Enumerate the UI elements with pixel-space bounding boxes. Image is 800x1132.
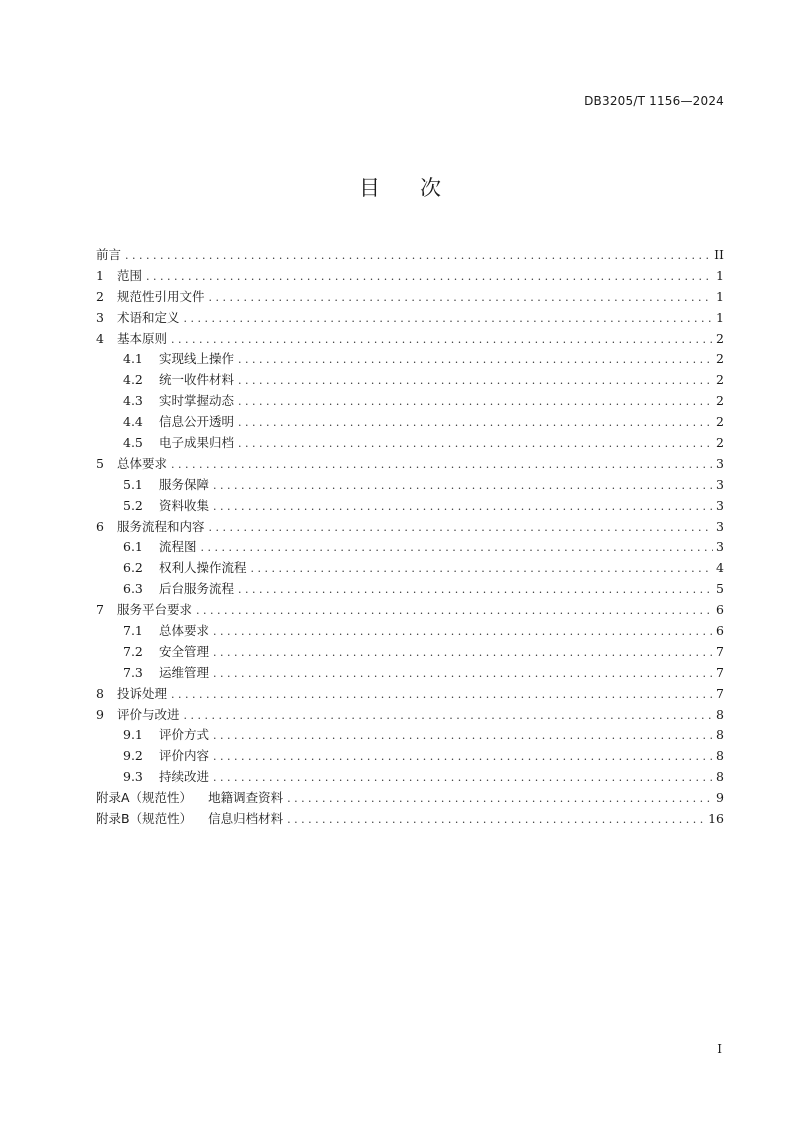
toc-entry-number: 7.3 — [123, 664, 143, 680]
toc-entry-number: 6.1 — [123, 539, 143, 555]
toc-entry-dot-leader — [209, 291, 714, 304]
toc-entry-dot-leader — [251, 562, 714, 575]
toc-entry[interactable] — [96, 391, 724, 412]
toc-entry[interactable] — [96, 433, 724, 454]
toc-entry-label: 信息归档材料 — [208, 811, 284, 827]
toc-entry[interactable] — [96, 537, 724, 558]
toc-entry-page: 7 — [716, 664, 724, 680]
toc-entry-label: 实时掌握动态 — [159, 393, 235, 409]
toc-entry[interactable] — [96, 725, 724, 746]
toc-entry-page: 3 — [716, 497, 724, 513]
toc-entry-label: 服务平台要求 — [117, 602, 193, 618]
toc-entry-number: 1 — [96, 267, 104, 283]
toc-entry-label: 前言 — [96, 247, 122, 262]
toc-entry-dot-leader — [238, 395, 713, 408]
toc-entry-number: 6 — [96, 518, 104, 534]
toc-entry-number: 9.2 — [123, 748, 143, 764]
toc-entry-number: 3 — [96, 309, 104, 325]
toc-entry[interactable] — [96, 621, 724, 642]
toc-entry-number: 9.3 — [123, 769, 143, 785]
toc-entry-number: 9.1 — [123, 727, 143, 743]
toc-entry[interactable] — [96, 349, 724, 370]
toc-entry-label: 规范性引用文件 — [117, 288, 205, 304]
toc-entry-page: 5 — [716, 581, 724, 597]
toc-entry[interactable] — [96, 329, 724, 350]
toc-entry-label: 术语和定义 — [117, 309, 180, 325]
toc-entry-dot-leader — [238, 374, 713, 387]
toc-entry-label: 评价方式 — [159, 727, 210, 743]
toc-entry-appendix-prefix: 附录A（规范性） — [96, 790, 193, 806]
toc-entry[interactable] — [96, 558, 724, 579]
toc-entry-number: 7.1 — [123, 623, 143, 639]
toc-entry-label: 信息公开透明 — [159, 414, 235, 430]
toc-entry-dot-leader — [209, 521, 714, 534]
toc-entry-page: 1 — [716, 267, 724, 283]
toc-entry-dot-leader — [171, 458, 713, 471]
toc-entry[interactable] — [96, 496, 724, 517]
toc-entry-number: 4.4 — [123, 414, 143, 430]
toc-entry-dot-leader — [201, 541, 714, 554]
toc-entry-number: 4.1 — [123, 351, 143, 367]
toc-entry-page: 9 — [716, 790, 724, 806]
toc-entry[interactable] — [96, 579, 724, 600]
toc-entry-dot-leader — [287, 813, 705, 826]
toc-entry[interactable] — [96, 517, 724, 538]
toc-entry-number: 4.2 — [123, 372, 143, 388]
toc-entry-page: 6 — [716, 623, 724, 639]
toc-entry-page: 7 — [716, 643, 724, 659]
toc-entry-dot-leader — [213, 667, 713, 680]
toc-entry-label: 投诉处理 — [117, 685, 168, 701]
toc-entry-label: 范围 — [117, 267, 143, 283]
toc-entry-dot-leader — [238, 437, 713, 450]
toc-entry-number: 5 — [96, 455, 104, 471]
toc-entry-label: 权利人操作流程 — [159, 560, 247, 576]
toc-entry-number: 4.3 — [123, 393, 143, 409]
toc-entry-page: 8 — [716, 748, 724, 764]
toc-entry-label: 总体要求 — [117, 455, 168, 471]
toc-entry-number: 6.2 — [123, 560, 143, 576]
toc-entry-dot-leader — [171, 688, 713, 701]
toc-entry-page: 2 — [716, 393, 724, 409]
page-title — [0, 172, 800, 202]
toc-entry-dot-leader — [213, 500, 713, 513]
toc-entry-label: 统一收件材料 — [159, 372, 235, 388]
toc-entry[interactable] — [96, 287, 724, 308]
toc-entry-dot-leader — [213, 479, 713, 492]
document-code: DB3205/T 1156—2024 — [584, 94, 724, 108]
toc-entry-dot-leader — [287, 792, 713, 805]
toc-entry-label: 电子成果归档 — [159, 435, 235, 451]
toc-entry[interactable] — [96, 308, 724, 329]
toc-entry-label: 后台服务流程 — [159, 581, 235, 597]
title-char-1: 目 — [359, 176, 380, 200]
toc-entry-label: 评价与改进 — [117, 706, 180, 722]
toc-entry-page: 8 — [716, 769, 724, 785]
toc-entry-label: 总体要求 — [159, 623, 210, 639]
title-char-2: 次 — [420, 176, 441, 200]
toc-entry[interactable] — [96, 454, 724, 475]
toc-entry[interactable] — [96, 412, 724, 433]
toc-entry-page: 8 — [716, 706, 724, 722]
toc-entry[interactable] — [96, 663, 724, 684]
toc-entry-dot-leader — [238, 353, 713, 366]
toc-entry-dot-leader — [184, 312, 714, 325]
toc-entry[interactable] — [96, 475, 724, 496]
toc-entry-label: 服务流程和内容 — [117, 518, 205, 534]
toc-entry-label: 评价内容 — [159, 748, 210, 764]
toc-entry-dot-leader — [125, 249, 711, 262]
toc-entry-number: 5.1 — [123, 476, 143, 492]
toc-entry-number: 2 — [96, 288, 104, 304]
toc-entry-label: 持续改进 — [159, 769, 210, 785]
toc-entry-dot-leader — [146, 270, 713, 283]
toc-entry-dot-leader — [213, 625, 713, 638]
toc-entry-page: 6 — [716, 602, 724, 618]
toc-entry-number: 9 — [96, 706, 104, 722]
toc-entry-page: 3 — [716, 455, 724, 471]
toc-entry-number: 7 — [96, 602, 104, 618]
toc-entry-dot-leader — [196, 604, 713, 617]
toc-entry[interactable] — [96, 684, 724, 705]
toc-entry-page: 3 — [716, 476, 724, 492]
toc-entry-label: 服务保障 — [159, 476, 210, 492]
toc-entry-dot-leader — [213, 729, 713, 742]
toc-entry[interactable] — [96, 788, 724, 809]
toc-entry-appendix-prefix: 附录B（规范性） — [96, 811, 193, 827]
toc-entry-dot-leader — [213, 750, 713, 763]
toc-entry-dot-leader — [238, 416, 713, 429]
toc-entry-number: 6.3 — [123, 581, 143, 597]
toc-entry-dot-leader — [184, 709, 714, 722]
toc-entry-label: 实现线上操作 — [159, 351, 235, 367]
toc-entry-page: 3 — [716, 539, 724, 555]
toc-entry-dot-leader — [171, 333, 713, 346]
toc-entry[interactable] — [96, 705, 724, 726]
toc-entry-label: 基本原则 — [117, 330, 168, 346]
toc-entry-page: 2 — [716, 351, 724, 367]
toc-entry-dot-leader — [238, 583, 713, 596]
toc-entry-page: 8 — [716, 727, 724, 743]
page-number: I — [717, 1042, 722, 1056]
toc-entry-dot-leader — [213, 771, 713, 784]
toc-entry-page: 1 — [716, 309, 724, 325]
toc-entry-number: 5.2 — [123, 497, 143, 513]
toc-entry-page: 1 — [716, 288, 724, 304]
toc-entry[interactable] — [96, 746, 724, 767]
toc-entry-page: 2 — [716, 435, 724, 451]
toc-entry[interactable] — [96, 600, 724, 621]
toc-entry-number: 4.5 — [123, 435, 143, 451]
toc-entry-dot-leader — [213, 646, 713, 659]
toc-entry-page: 7 — [716, 685, 724, 701]
toc-entry-page: II — [714, 247, 724, 262]
toc-entry[interactable] — [96, 767, 724, 788]
table-of-contents — [96, 245, 724, 830]
toc-entry[interactable] — [96, 642, 724, 663]
toc-entry-number: 8 — [96, 685, 104, 701]
toc-entry-page: 3 — [716, 518, 724, 534]
toc-entry-page: 4 — [716, 560, 724, 576]
toc-entry-label: 安全管理 — [159, 643, 210, 659]
toc-entry[interactable] — [96, 245, 724, 266]
toc-entry-page: 2 — [716, 414, 724, 430]
toc-entry-label: 运维管理 — [159, 664, 210, 680]
toc-entry-number: 4 — [96, 330, 104, 346]
toc-entry-label: 流程图 — [159, 539, 197, 555]
toc-entry[interactable] — [96, 809, 724, 830]
toc-entry[interactable] — [96, 266, 724, 287]
toc-entry-number: 7.2 — [123, 643, 143, 659]
toc-entry-page: 2 — [716, 372, 724, 388]
toc-entry[interactable] — [96, 370, 724, 391]
toc-entry-page: 16 — [708, 811, 724, 827]
toc-entry-label: 地籍调查资料 — [208, 790, 284, 806]
toc-entry-page: 2 — [716, 330, 724, 346]
toc-entry-label: 资料收集 — [159, 497, 210, 513]
